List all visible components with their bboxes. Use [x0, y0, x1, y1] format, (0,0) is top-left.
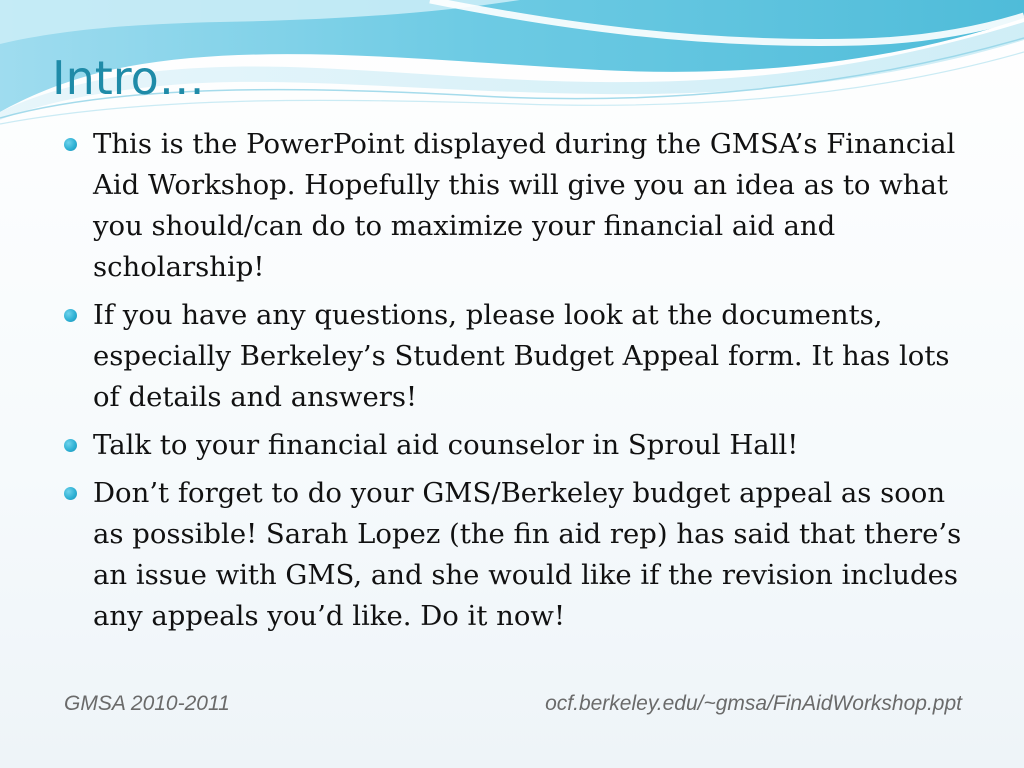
bullet-item — [62, 473, 967, 637]
bullet-text: Don’t forget to do your GMS/Berkeley budget appeal as soon as possible! Sarah Lopez (the fin aid rep) has said that there’s an issue with GMS, and she would like if the revision includes any appeals you’d like. Do it now! — [93, 477, 962, 632]
bullet-dot-icon — [64, 138, 77, 151]
bullet-list — [62, 124, 967, 644]
bullet-text: If you have any questions, please look at the documents, especially Berkeley’s Student Budget Appeal form. It has lots of details and answers! — [93, 299, 950, 413]
bullet-dot-icon — [64, 309, 77, 322]
bullet-dot-icon — [64, 439, 77, 452]
bullet-dot-icon — [64, 487, 77, 500]
bullet-text: This is the PowerPoint displayed during the GMSA’s Financial Aid Workshop. Hopefully this will give you an idea as to what you should/can do to maximize your financial aid and scholarship! — [93, 128, 956, 283]
bullet-item — [62, 295, 967, 418]
slide-title: Intro… — [52, 51, 205, 105]
footer-url: ocf.berkeley.edu/~gmsa/FinAidWorkshop.ppt — [545, 692, 962, 715]
footer-date: GMSA 2010-2011 — [64, 692, 230, 715]
bullet-text: Talk to your financial aid counselor in Sproul Hall! — [93, 429, 799, 461]
bullet-item — [62, 425, 967, 466]
bullet-item — [62, 124, 967, 288]
